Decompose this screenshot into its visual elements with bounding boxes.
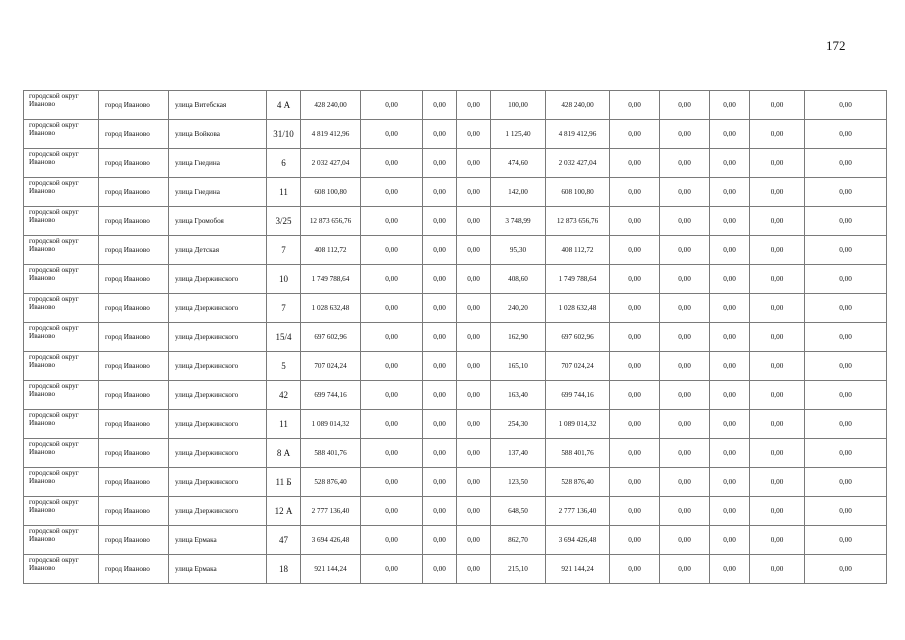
- value-cell: 0,00: [805, 120, 887, 149]
- value-cell: 0,00: [710, 265, 750, 294]
- value-cell: 0,00: [805, 265, 887, 294]
- value-cell: 0,00: [660, 497, 710, 526]
- value-cell: 0,00: [710, 91, 750, 120]
- table-row: [24, 555, 887, 584]
- table-row: [24, 265, 887, 294]
- fund-cell: 0,00: [361, 526, 423, 555]
- total-cost-cell: 588 401,76: [301, 439, 361, 468]
- settlement-cell: город Иваново: [99, 91, 169, 120]
- value-cell: 0,00: [660, 236, 710, 265]
- value-cell: 0,00: [660, 265, 710, 294]
- settlement-cell: город Иваново: [99, 352, 169, 381]
- house-number-cell: 3/25: [267, 207, 301, 236]
- table-row: [24, 410, 887, 439]
- value-cell: 0,00: [750, 294, 805, 323]
- owners-funds-cell: 921 144,24: [546, 555, 610, 584]
- table-row: [24, 236, 887, 265]
- value-cell: 0,00: [750, 236, 805, 265]
- owners-funds-cell: 12 873 656,76: [546, 207, 610, 236]
- owners-funds-cell: 428 240,00: [546, 91, 610, 120]
- value-cell: 0,00: [805, 468, 887, 497]
- total-cost-cell: 4 819 412,96: [301, 120, 361, 149]
- region-budget-cell: 0,00: [423, 352, 457, 381]
- value-cell: 0,00: [710, 236, 750, 265]
- fund-cell: 0,00: [361, 120, 423, 149]
- value-cell: 0,00: [610, 207, 660, 236]
- total-cost-cell: 707 024,24: [301, 352, 361, 381]
- value-cell: 0,00: [610, 120, 660, 149]
- value-cell: 0,00: [660, 439, 710, 468]
- settlement-cell: город Иваново: [99, 381, 169, 410]
- value-cell: 0,00: [805, 439, 887, 468]
- region-budget-cell: 0,00: [423, 410, 457, 439]
- street-cell: улица Дзержинского: [169, 439, 267, 468]
- value-cell: 0,00: [750, 120, 805, 149]
- fund-cell: 0,00: [361, 468, 423, 497]
- total-cost-cell: 921 144,24: [301, 555, 361, 584]
- municipality-cell: городской округ Иваново: [24, 526, 99, 555]
- owners-funds-cell: 2 032 427,04: [546, 149, 610, 178]
- region-budget-cell: 0,00: [423, 497, 457, 526]
- total-cost-cell: 608 100,80: [301, 178, 361, 207]
- value-cell: 0,00: [710, 323, 750, 352]
- value-cell: 0,00: [710, 410, 750, 439]
- fund-cell: 0,00: [361, 410, 423, 439]
- house-number-cell: 31/10: [267, 120, 301, 149]
- value-cell: 0,00: [710, 555, 750, 584]
- local-budget-cell: 0,00: [457, 207, 491, 236]
- area-cell: 3 748,99: [491, 207, 546, 236]
- area-cell: 137,40: [491, 439, 546, 468]
- value-cell: 0,00: [610, 381, 660, 410]
- total-cost-cell: 2 032 427,04: [301, 149, 361, 178]
- total-cost-cell: 3 694 426,48: [301, 526, 361, 555]
- value-cell: 0,00: [660, 352, 710, 381]
- total-cost-cell: 2 777 136,40: [301, 497, 361, 526]
- value-cell: 0,00: [710, 149, 750, 178]
- table-row: [24, 381, 887, 410]
- fund-cell: 0,00: [361, 207, 423, 236]
- region-budget-cell: 0,00: [423, 555, 457, 584]
- table-row: [24, 439, 887, 468]
- area-cell: 100,00: [491, 91, 546, 120]
- area-cell: 862,70: [491, 526, 546, 555]
- table-row: [24, 468, 887, 497]
- local-budget-cell: 0,00: [457, 439, 491, 468]
- area-cell: 95,30: [491, 236, 546, 265]
- local-budget-cell: 0,00: [457, 410, 491, 439]
- owners-funds-cell: 588 401,76: [546, 439, 610, 468]
- value-cell: 0,00: [805, 323, 887, 352]
- total-cost-cell: 697 602,96: [301, 323, 361, 352]
- address-program-table: [23, 90, 887, 584]
- table-row: [24, 526, 887, 555]
- street-cell: улица Дзержинского: [169, 265, 267, 294]
- street-cell: улица Дзержинского: [169, 294, 267, 323]
- local-budget-cell: 0,00: [457, 497, 491, 526]
- value-cell: 0,00: [750, 207, 805, 236]
- value-cell: 0,00: [660, 91, 710, 120]
- value-cell: 0,00: [750, 526, 805, 555]
- street-cell: улица Войкова: [169, 120, 267, 149]
- settlement-cell: город Иваново: [99, 120, 169, 149]
- region-budget-cell: 0,00: [423, 91, 457, 120]
- region-budget-cell: 0,00: [423, 178, 457, 207]
- local-budget-cell: 0,00: [457, 149, 491, 178]
- street-cell: улица Громобоя: [169, 207, 267, 236]
- settlement-cell: город Иваново: [99, 468, 169, 497]
- value-cell: 0,00: [660, 555, 710, 584]
- owners-funds-cell: 697 602,96: [546, 323, 610, 352]
- local-budget-cell: 0,00: [457, 236, 491, 265]
- total-cost-cell: 528 876,40: [301, 468, 361, 497]
- value-cell: 0,00: [660, 149, 710, 178]
- owners-funds-cell: 4 819 412,96: [546, 120, 610, 149]
- settlement-cell: город Иваново: [99, 555, 169, 584]
- area-cell: 408,60: [491, 265, 546, 294]
- value-cell: 0,00: [750, 439, 805, 468]
- table-row: [24, 91, 887, 120]
- local-budget-cell: 0,00: [457, 178, 491, 207]
- total-cost-cell: 408 112,72: [301, 236, 361, 265]
- region-budget-cell: 0,00: [423, 120, 457, 149]
- local-budget-cell: 0,00: [457, 555, 491, 584]
- settlement-cell: город Иваново: [99, 207, 169, 236]
- municipality-cell: городской округ Иваново: [24, 468, 99, 497]
- settlement-cell: город Иваново: [99, 265, 169, 294]
- municipality-cell: городской округ Иваново: [24, 497, 99, 526]
- fund-cell: 0,00: [361, 294, 423, 323]
- value-cell: 0,00: [660, 410, 710, 439]
- settlement-cell: город Иваново: [99, 178, 169, 207]
- house-number-cell: 15/4: [267, 323, 301, 352]
- value-cell: 0,00: [750, 323, 805, 352]
- owners-funds-cell: 707 024,24: [546, 352, 610, 381]
- area-cell: 648,50: [491, 497, 546, 526]
- value-cell: 0,00: [610, 410, 660, 439]
- value-cell: 0,00: [610, 265, 660, 294]
- settlement-cell: город Иваново: [99, 236, 169, 265]
- value-cell: 0,00: [610, 323, 660, 352]
- municipality-cell: городской округ Иваново: [24, 439, 99, 468]
- value-cell: 0,00: [710, 120, 750, 149]
- area-cell: 123,50: [491, 468, 546, 497]
- house-number-cell: 10: [267, 265, 301, 294]
- total-cost-cell: 1 028 632,48: [301, 294, 361, 323]
- value-cell: 0,00: [710, 178, 750, 207]
- table-row: [24, 207, 887, 236]
- table-row: [24, 149, 887, 178]
- settlement-cell: город Иваново: [99, 497, 169, 526]
- total-cost-cell: 428 240,00: [301, 91, 361, 120]
- municipality-cell: городской округ Иваново: [24, 91, 99, 120]
- total-cost-cell: 699 744,16: [301, 381, 361, 410]
- value-cell: 0,00: [710, 294, 750, 323]
- municipality-cell: городской округ Иваново: [24, 381, 99, 410]
- house-number-cell: 6: [267, 149, 301, 178]
- value-cell: 0,00: [750, 555, 805, 584]
- municipality-cell: городской округ Иваново: [24, 236, 99, 265]
- value-cell: 0,00: [610, 91, 660, 120]
- fund-cell: 0,00: [361, 178, 423, 207]
- value-cell: 0,00: [660, 178, 710, 207]
- settlement-cell: город Иваново: [99, 294, 169, 323]
- value-cell: 0,00: [805, 381, 887, 410]
- region-budget-cell: 0,00: [423, 468, 457, 497]
- region-budget-cell: 0,00: [423, 236, 457, 265]
- owners-funds-cell: 1 749 788,64: [546, 265, 610, 294]
- settlement-cell: город Иваново: [99, 149, 169, 178]
- owners-funds-cell: 1 028 632,48: [546, 294, 610, 323]
- value-cell: 0,00: [660, 294, 710, 323]
- fund-cell: 0,00: [361, 323, 423, 352]
- value-cell: 0,00: [750, 410, 805, 439]
- street-cell: улица Гнедина: [169, 149, 267, 178]
- house-number-cell: 18: [267, 555, 301, 584]
- value-cell: 0,00: [750, 91, 805, 120]
- area-cell: 165,10: [491, 352, 546, 381]
- street-cell: улица Детская: [169, 236, 267, 265]
- region-budget-cell: 0,00: [423, 294, 457, 323]
- value-cell: 0,00: [750, 178, 805, 207]
- owners-funds-cell: 528 876,40: [546, 468, 610, 497]
- area-cell: 162,90: [491, 323, 546, 352]
- area-cell: 215,10: [491, 555, 546, 584]
- street-cell: улица Гнедина: [169, 178, 267, 207]
- value-cell: 0,00: [610, 352, 660, 381]
- region-budget-cell: 0,00: [423, 323, 457, 352]
- value-cell: 0,00: [805, 497, 887, 526]
- house-number-cell: 42: [267, 381, 301, 410]
- area-cell: 254,30: [491, 410, 546, 439]
- street-cell: улица Дзержинского: [169, 381, 267, 410]
- local-budget-cell: 0,00: [457, 352, 491, 381]
- local-budget-cell: 0,00: [457, 526, 491, 555]
- municipality-cell: городской округ Иваново: [24, 323, 99, 352]
- house-number-cell: 8 А: [267, 439, 301, 468]
- local-budget-cell: 0,00: [457, 323, 491, 352]
- local-budget-cell: 0,00: [457, 381, 491, 410]
- fund-cell: 0,00: [361, 265, 423, 294]
- fund-cell: 0,00: [361, 149, 423, 178]
- house-number-cell: 11: [267, 410, 301, 439]
- owners-funds-cell: 2 777 136,40: [546, 497, 610, 526]
- value-cell: 0,00: [750, 381, 805, 410]
- value-cell: 0,00: [750, 468, 805, 497]
- value-cell: 0,00: [805, 149, 887, 178]
- table-row: [24, 352, 887, 381]
- street-cell: улица Витебская: [169, 91, 267, 120]
- value-cell: 0,00: [660, 468, 710, 497]
- local-budget-cell: 0,00: [457, 294, 491, 323]
- street-cell: улица Дзержинского: [169, 323, 267, 352]
- house-number-cell: 7: [267, 236, 301, 265]
- region-budget-cell: 0,00: [423, 381, 457, 410]
- house-number-cell: 11 Б: [267, 468, 301, 497]
- local-budget-cell: 0,00: [457, 265, 491, 294]
- municipality-cell: городской округ Иваново: [24, 294, 99, 323]
- owners-funds-cell: 608 100,80: [546, 178, 610, 207]
- street-cell: улица Дзержинского: [169, 352, 267, 381]
- value-cell: 0,00: [710, 468, 750, 497]
- value-cell: 0,00: [805, 352, 887, 381]
- settlement-cell: город Иваново: [99, 526, 169, 555]
- value-cell: 0,00: [750, 265, 805, 294]
- owners-funds-cell: 3 694 426,48: [546, 526, 610, 555]
- area-cell: 474,60: [491, 149, 546, 178]
- region-budget-cell: 0,00: [423, 149, 457, 178]
- fund-cell: 0,00: [361, 352, 423, 381]
- value-cell: 0,00: [660, 120, 710, 149]
- value-cell: 0,00: [805, 294, 887, 323]
- settlement-cell: город Иваново: [99, 439, 169, 468]
- value-cell: 0,00: [805, 178, 887, 207]
- value-cell: 0,00: [750, 149, 805, 178]
- municipality-cell: городской округ Иваново: [24, 120, 99, 149]
- house-number-cell: 47: [267, 526, 301, 555]
- table-row: [24, 323, 887, 352]
- value-cell: 0,00: [660, 207, 710, 236]
- value-cell: 0,00: [660, 323, 710, 352]
- fund-cell: 0,00: [361, 236, 423, 265]
- table-row: [24, 497, 887, 526]
- value-cell: 0,00: [805, 526, 887, 555]
- total-cost-cell: 1 089 014,32: [301, 410, 361, 439]
- municipality-cell: городской округ Иваново: [24, 265, 99, 294]
- region-budget-cell: 0,00: [423, 439, 457, 468]
- value-cell: 0,00: [710, 526, 750, 555]
- municipality-cell: городской округ Иваново: [24, 352, 99, 381]
- area-cell: 1 125,40: [491, 120, 546, 149]
- local-budget-cell: 0,00: [457, 91, 491, 120]
- settlement-cell: город Иваново: [99, 323, 169, 352]
- value-cell: 0,00: [805, 555, 887, 584]
- value-cell: 0,00: [660, 526, 710, 555]
- region-budget-cell: 0,00: [423, 207, 457, 236]
- total-cost-cell: 12 873 656,76: [301, 207, 361, 236]
- value-cell: 0,00: [805, 207, 887, 236]
- value-cell: 0,00: [805, 410, 887, 439]
- value-cell: 0,00: [610, 555, 660, 584]
- value-cell: 0,00: [710, 352, 750, 381]
- street-cell: улица Дзержинского: [169, 410, 267, 439]
- area-cell: 142,00: [491, 178, 546, 207]
- value-cell: 0,00: [750, 352, 805, 381]
- municipality-cell: городской округ Иваново: [24, 149, 99, 178]
- value-cell: 0,00: [610, 178, 660, 207]
- house-number-cell: 7: [267, 294, 301, 323]
- value-cell: 0,00: [610, 294, 660, 323]
- value-cell: 0,00: [610, 497, 660, 526]
- municipality-cell: городской округ Иваново: [24, 178, 99, 207]
- house-number-cell: 11: [267, 178, 301, 207]
- area-cell: 163,40: [491, 381, 546, 410]
- value-cell: 0,00: [750, 497, 805, 526]
- value-cell: 0,00: [805, 236, 887, 265]
- local-budget-cell: 0,00: [457, 468, 491, 497]
- fund-cell: 0,00: [361, 91, 423, 120]
- table-row: [24, 294, 887, 323]
- page-number: 172: [826, 38, 846, 53]
- local-budget-cell: 0,00: [457, 120, 491, 149]
- house-number-cell: 4 А: [267, 91, 301, 120]
- settlement-cell: город Иваново: [99, 410, 169, 439]
- value-cell: 0,00: [805, 91, 887, 120]
- municipality-cell: городской округ Иваново: [24, 207, 99, 236]
- value-cell: 0,00: [710, 207, 750, 236]
- region-budget-cell: 0,00: [423, 265, 457, 294]
- owners-funds-cell: 1 089 014,32: [546, 410, 610, 439]
- value-cell: 0,00: [610, 236, 660, 265]
- value-cell: 0,00: [710, 381, 750, 410]
- value-cell: 0,00: [710, 497, 750, 526]
- value-cell: 0,00: [610, 439, 660, 468]
- area-cell: 240,20: [491, 294, 546, 323]
- table-row: [24, 178, 887, 207]
- value-cell: 0,00: [610, 468, 660, 497]
- fund-cell: 0,00: [361, 497, 423, 526]
- fund-cell: 0,00: [361, 381, 423, 410]
- street-cell: улица Дзержинского: [169, 497, 267, 526]
- fund-cell: 0,00: [361, 555, 423, 584]
- fund-cell: 0,00: [361, 439, 423, 468]
- street-cell: улица Ермака: [169, 526, 267, 555]
- owners-funds-cell: 408 112,72: [546, 236, 610, 265]
- municipality-cell: городской округ Иваново: [24, 410, 99, 439]
- municipality-cell: городской округ Иваново: [24, 555, 99, 584]
- region-budget-cell: 0,00: [423, 526, 457, 555]
- street-cell: улица Ермака: [169, 555, 267, 584]
- value-cell: 0,00: [610, 526, 660, 555]
- total-cost-cell: 1 749 788,64: [301, 265, 361, 294]
- owners-funds-cell: 699 744,16: [546, 381, 610, 410]
- table-row: [24, 120, 887, 149]
- street-cell: улица Дзержинского: [169, 468, 267, 497]
- house-number-cell: 12 А: [267, 497, 301, 526]
- value-cell: 0,00: [660, 381, 710, 410]
- value-cell: 0,00: [610, 149, 660, 178]
- value-cell: 0,00: [710, 439, 750, 468]
- house-number-cell: 5: [267, 352, 301, 381]
